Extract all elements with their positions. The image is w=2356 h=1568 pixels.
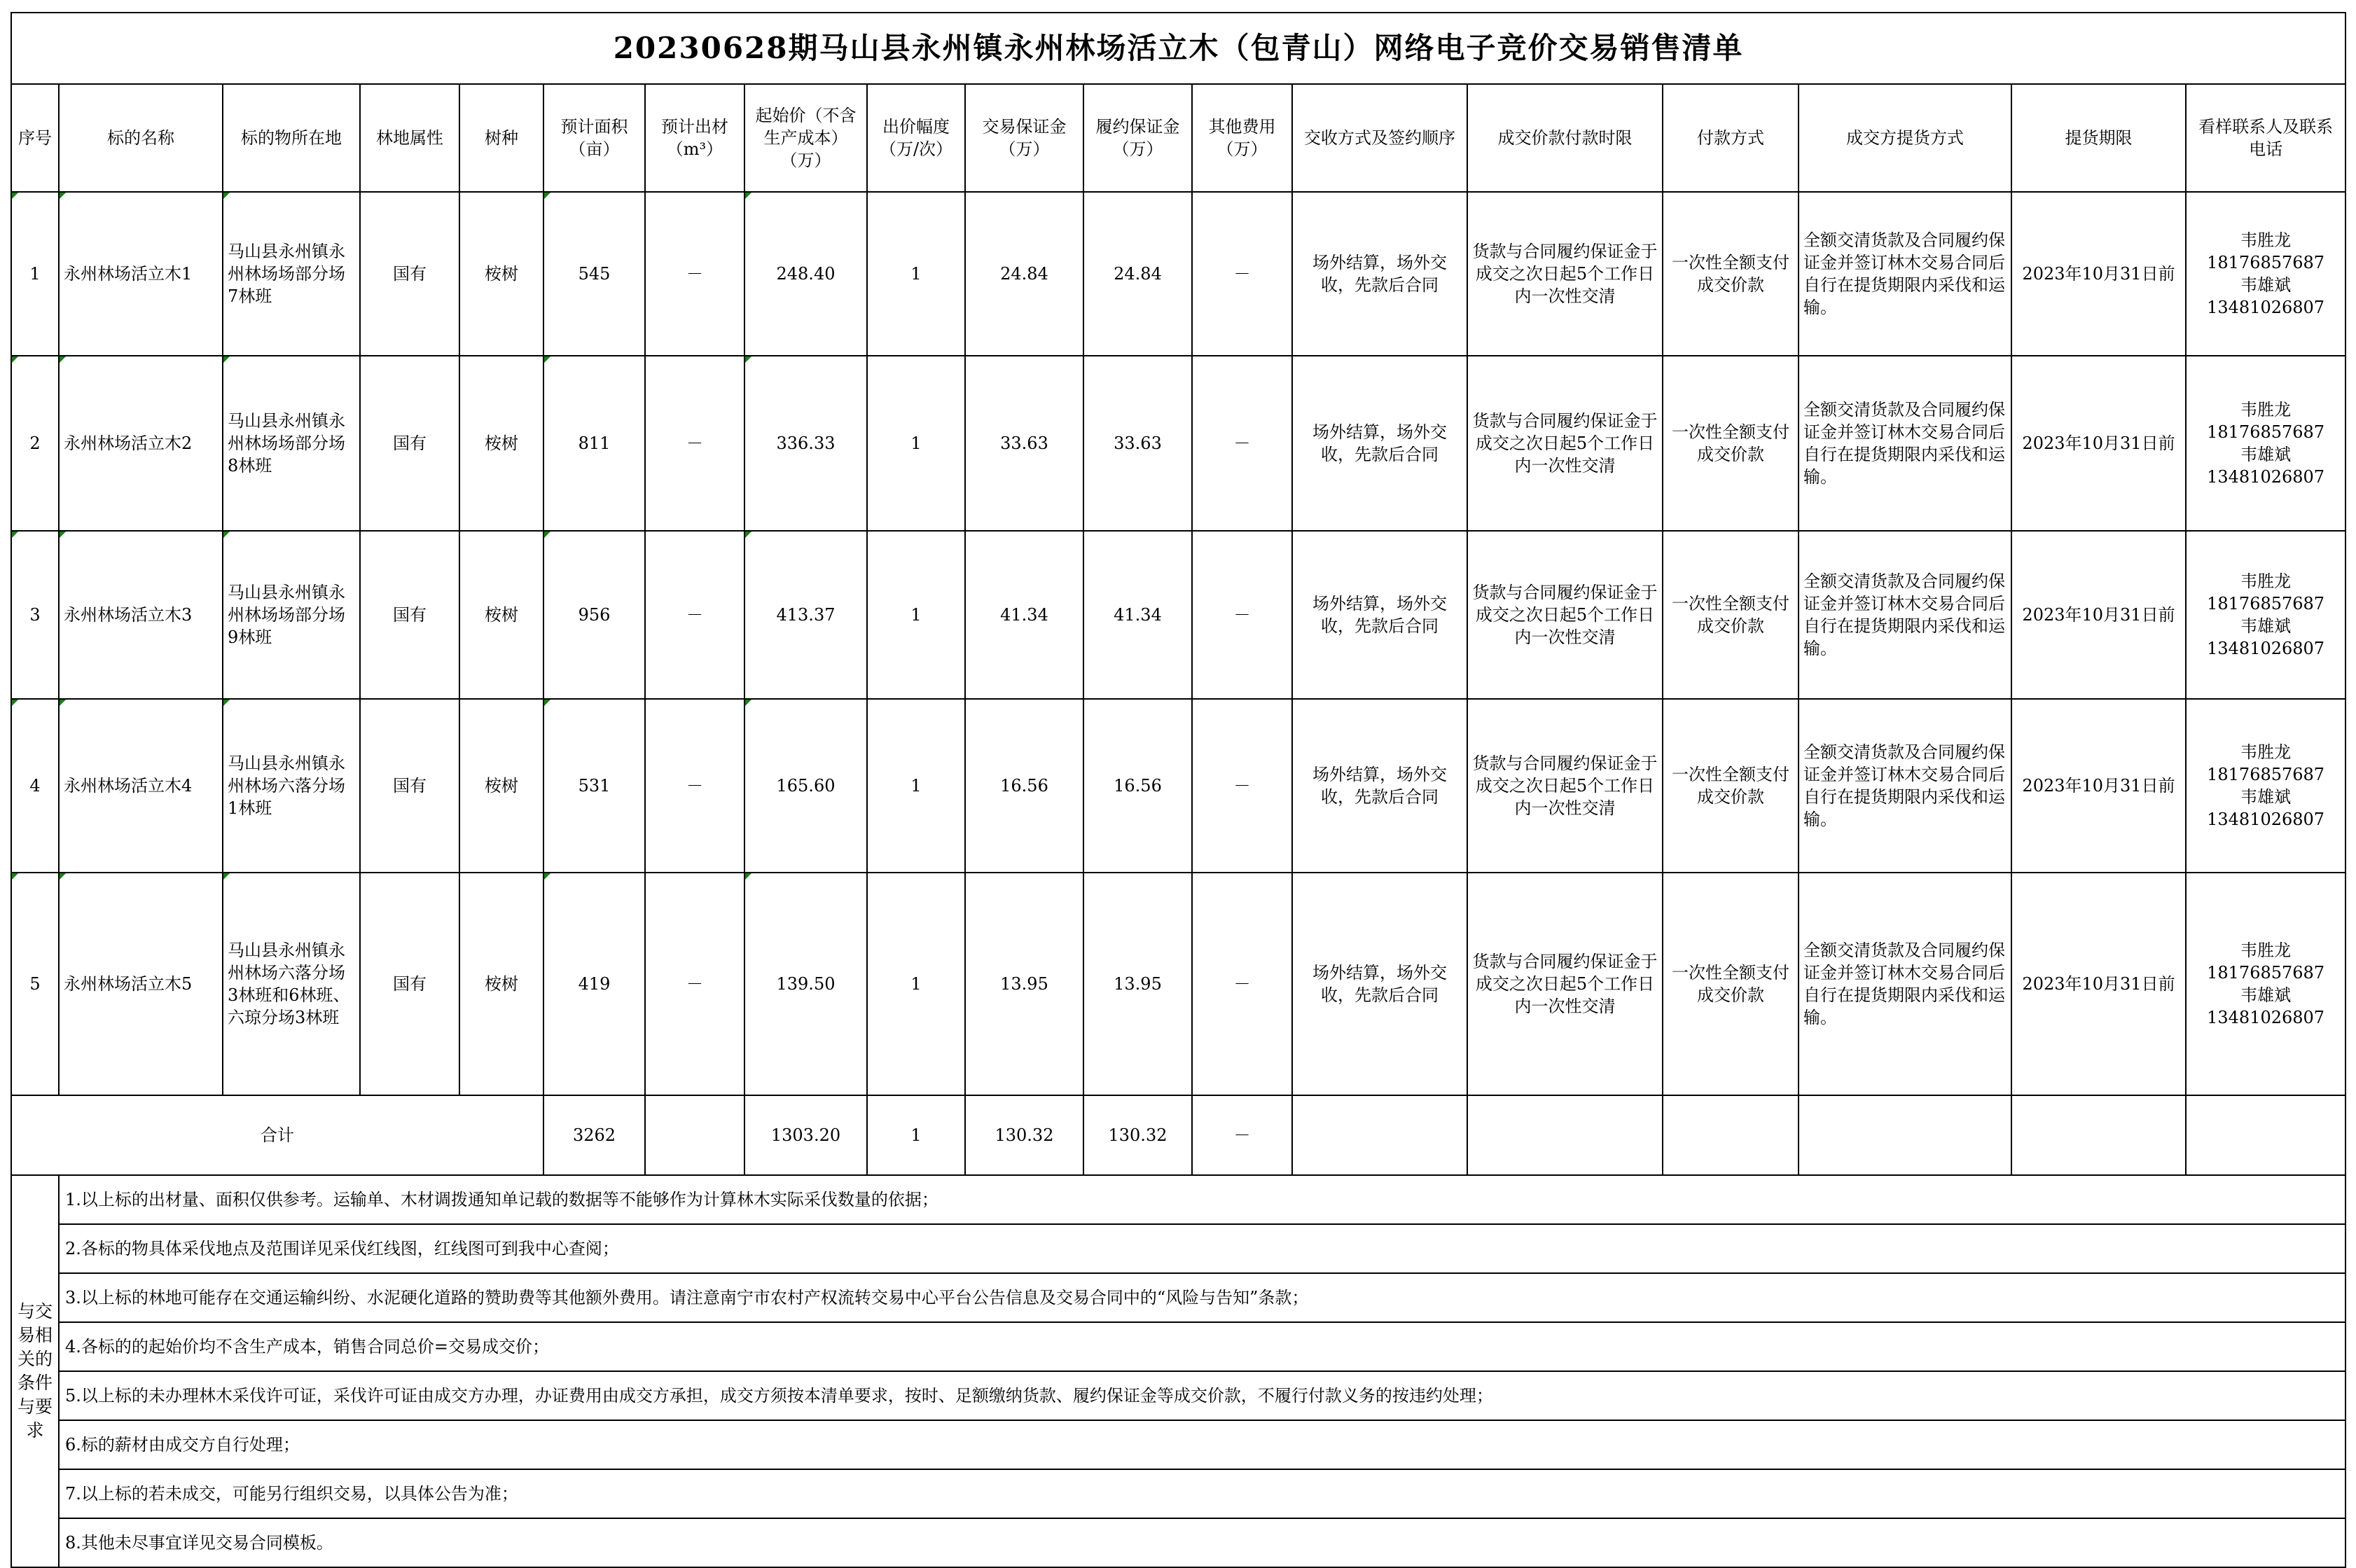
- cell-marker-icon: [223, 532, 230, 538]
- condition-row: [11, 1518, 2345, 1567]
- cell-pay-deadline: 货款与合同履约保证金于成交之次日起5个工作日内一次性交清: [1467, 356, 1663, 531]
- total-label: 合计: [11, 1095, 543, 1175]
- cell-delivery: 场外结算，场外交收，先款后合同: [1292, 531, 1467, 699]
- total-area: 3262: [543, 1095, 645, 1175]
- cell-land: 国有: [360, 699, 459, 873]
- cell-index: 1: [11, 192, 59, 356]
- cell-marker-icon: [745, 356, 751, 363]
- cell-volume: －: [645, 192, 744, 356]
- condition-item: 6.标的薪材由成交方自行处理；: [59, 1420, 2345, 1469]
- cell-volume: －: [645, 873, 744, 1095]
- contact-phone-1: 18176857687: [2207, 765, 2325, 784]
- cell-name: 永州林场活立木4: [59, 699, 223, 873]
- table-row: [11, 873, 2345, 1095]
- contact-phone-2: 13481026807: [2207, 639, 2325, 658]
- header-row: [11, 84, 2345, 192]
- cell-trade-deposit: 16.56: [965, 699, 1083, 873]
- condition-item: 3.以上标的林地可能存在交通运输纠纷、水泥硬化道路的赞助费等其他额外费用。请注意南宁市农村产权流转交易中心平台公告信息及交易合同中的“风险与告知”条款；: [59, 1273, 2345, 1322]
- table-row: [11, 531, 2345, 699]
- contact-phone-2: 13481026807: [2207, 467, 2325, 487]
- condition-item: 1.以上标的出材量、面积仅供参考。运输单、木材调拨通知单记载的数据等不能够作为计算林木实际采伐数量的依据；: [59, 1175, 2345, 1224]
- header-pay-deadline: 成交价款付款时限: [1467, 84, 1663, 192]
- total-empty: [2186, 1095, 2345, 1175]
- condition-row: [11, 1224, 2345, 1273]
- condition-row: [11, 1175, 2345, 1224]
- cell-marker-icon: [12, 700, 18, 706]
- conditions-label: 与交易相关的条件与要求: [11, 1175, 59, 1567]
- cell-location: 马山县永州镇永州林场场部分场8林班: [223, 356, 360, 531]
- total-row: [11, 1095, 2345, 1175]
- cell-increment: 1: [867, 699, 965, 873]
- cell-marker-icon: [12, 356, 18, 363]
- cell-increment: 1: [867, 192, 965, 356]
- header-area: 预计面积（亩）: [543, 84, 645, 192]
- cell-index: 3: [11, 531, 59, 699]
- cell-volume: －: [645, 356, 744, 531]
- cell-perf-deposit: 16.56: [1083, 699, 1192, 873]
- cell-name: 永州林场活立木1: [59, 192, 223, 356]
- cell-delivery: 场外结算，场外交收，先款后合同: [1292, 356, 1467, 531]
- condition-row: [11, 1273, 2345, 1322]
- cell-marker-icon: [745, 193, 751, 199]
- condition-row: [11, 1420, 2345, 1469]
- contact-name-1: 韦胜龙: [2240, 230, 2292, 250]
- cell-pickup: 全额交清货款及合同履约保证金并签订林木交易合同后自行在提货期限内采伐和运输。: [1799, 192, 2011, 356]
- cell-pickup-period: 2023年10月31日前: [2011, 699, 2186, 873]
- cell-increment: 1: [867, 873, 965, 1095]
- contact-name-1: 韦胜龙: [2240, 941, 2292, 960]
- cell-other-fee: －: [1192, 699, 1292, 873]
- cell-perf-deposit: 24.84: [1083, 192, 1192, 356]
- cell-trade-deposit: 24.84: [965, 192, 1083, 356]
- cell-other-fee: －: [1192, 531, 1292, 699]
- cell-marker-icon: [223, 356, 230, 363]
- cell-area: 419: [543, 873, 645, 1095]
- cell-marker-icon: [12, 532, 18, 538]
- cell-area: 545: [543, 192, 645, 356]
- cell-start-price: 336.33: [744, 356, 867, 531]
- header-contact: 看样联系人及联系电话: [2186, 84, 2345, 192]
- cell-other-fee: －: [1192, 873, 1292, 1095]
- condition-item: 8.其他未尽事宜详见交易合同模板。: [59, 1518, 2345, 1567]
- total-other-fee: －: [1192, 1095, 1292, 1175]
- cell-land: 国有: [360, 873, 459, 1095]
- total-empty: [1292, 1095, 1467, 1175]
- cell-pay-method: 一次性全额支付成交价款: [1663, 873, 1799, 1095]
- contact-name-2: 韦雄斌: [2240, 985, 2292, 1005]
- contact-name-1: 韦胜龙: [2240, 571, 2292, 591]
- total-increment: 1: [867, 1095, 965, 1175]
- cell-pay-deadline: 货款与合同履约保证金于成交之次日起5个工作日内一次性交清: [1467, 873, 1663, 1095]
- header-index: 序号: [11, 84, 59, 192]
- cell-pay-method: 一次性全额支付成交价款: [1663, 192, 1799, 356]
- total-volume: [645, 1095, 744, 1175]
- condition-row: [11, 1469, 2345, 1518]
- cell-index: 4: [11, 699, 59, 873]
- cell-area: 956: [543, 531, 645, 699]
- cell-trade-deposit: 13.95: [965, 873, 1083, 1095]
- cell-perf-deposit: 33.63: [1083, 356, 1192, 531]
- total-empty: [1799, 1095, 2011, 1175]
- cell-marker-icon: [60, 700, 66, 706]
- cell-location: 马山县永州镇永州林场六落分场3林班和6林班、六琼分场3林班: [223, 873, 360, 1095]
- cell-species: 桉树: [459, 699, 543, 873]
- header-pickup: 成交方提货方式: [1799, 84, 2011, 192]
- cell-other-fee: －: [1192, 192, 1292, 356]
- header-trade-deposit: 交易保证金（万）: [965, 84, 1083, 192]
- cell-pay-deadline: 货款与合同履约保证金于成交之次日起5个工作日内一次性交清: [1467, 531, 1663, 699]
- cell-species: 桉树: [459, 531, 543, 699]
- total-empty: [1467, 1095, 1663, 1175]
- contact-name-2: 韦雄斌: [2240, 616, 2292, 636]
- contact-name-2: 韦雄斌: [2240, 275, 2292, 295]
- cell-marker-icon: [12, 193, 18, 199]
- cell-start-price: 165.60: [744, 699, 867, 873]
- cell-species: 桉树: [459, 356, 543, 531]
- cell-pickup-period: 2023年10月31日前: [2011, 356, 2186, 531]
- contact-phone-2: 13481026807: [2207, 1008, 2325, 1027]
- cell-pickup-period: 2023年10月31日前: [2011, 192, 2186, 356]
- header-pay-method: 付款方式: [1663, 84, 1799, 192]
- header-start-price: 起始价（不含生产成本）（万）: [744, 84, 867, 192]
- cell-marker-icon: [60, 873, 66, 880]
- header-pickup-period: 提货期限: [2011, 84, 2186, 192]
- cell-marker-icon: [60, 356, 66, 363]
- sheet-title: 20230628期马山县永州镇永州林场活立木（包青山）网络电子竞价交易销售清单: [11, 13, 2345, 84]
- cell-name: 永州林场活立木3: [59, 531, 223, 699]
- cell-marker-icon: [544, 532, 550, 538]
- table-row: [11, 192, 2345, 356]
- cell-area: 531: [543, 699, 645, 873]
- header-name: 标的名称: [59, 84, 223, 192]
- cell-contact: [2186, 356, 2345, 531]
- cell-location: 马山县永州镇永州林场场部分场7林班: [223, 192, 360, 356]
- cell-start-price: 139.50: [744, 873, 867, 1095]
- cell-pickup: 全额交清货款及合同履约保证金并签订林木交易合同后自行在提货期限内采伐和运输。: [1799, 873, 2011, 1095]
- cell-pay-method: 一次性全额支付成交价款: [1663, 356, 1799, 531]
- condition-item: 2.各标的物具体采伐地点及范围详见采伐红线图，红线图可到我中心查阅；: [59, 1224, 2345, 1273]
- cell-pickup: 全额交清货款及合同履约保证金并签订林木交易合同后自行在提货期限内采伐和运输。: [1799, 531, 2011, 699]
- cell-contact: [2186, 531, 2345, 699]
- cell-pay-deadline: 货款与合同履约保证金于成交之次日起5个工作日内一次性交清: [1467, 192, 1663, 356]
- cell-contact: [2186, 873, 2345, 1095]
- cell-index: 5: [11, 873, 59, 1095]
- cell-pickup-period: 2023年10月31日前: [2011, 531, 2186, 699]
- cell-delivery: 场外结算，场外交收，先款后合同: [1292, 699, 1467, 873]
- header-species: 树种: [459, 84, 543, 192]
- cell-land: 国有: [360, 531, 459, 699]
- cell-volume: －: [645, 531, 744, 699]
- cell-marker-icon: [745, 873, 751, 880]
- contact-phone-1: 18176857687: [2207, 594, 2325, 613]
- total-trade-deposit: 130.32: [965, 1095, 1083, 1175]
- condition-row: [11, 1371, 2345, 1420]
- listing-sheet: [11, 12, 2345, 1568]
- contact-name-2: 韦雄斌: [2240, 787, 2292, 807]
- condition-item: 4.各标的的起始价均不含生产成本，销售合同总价=交易成交价；: [59, 1322, 2345, 1371]
- cell-name: 永州林场活立木2: [59, 356, 223, 531]
- cell-contact: [2186, 699, 2345, 873]
- cell-species: 桉树: [459, 873, 543, 1095]
- cell-marker-icon: [60, 532, 66, 538]
- header-perf-deposit: 履约保证金（万）: [1083, 84, 1192, 192]
- cell-land: 国有: [360, 192, 459, 356]
- cell-start-price: 248.40: [744, 192, 867, 356]
- header-increment: 出价幅度（万/次）: [867, 84, 965, 192]
- total-empty: [2011, 1095, 2186, 1175]
- listing-table: [11, 12, 2346, 1568]
- cell-marker-icon: [544, 193, 550, 199]
- cell-start-price: 413.37: [744, 531, 867, 699]
- cell-contact: [2186, 192, 2345, 356]
- cell-volume: －: [645, 699, 744, 873]
- total-perf-deposit: 130.32: [1083, 1095, 1192, 1175]
- contact-phone-2: 13481026807: [2207, 810, 2325, 829]
- cell-location: 马山县永州镇永州林场六落分场1林班: [223, 699, 360, 873]
- cell-marker-icon: [544, 873, 550, 880]
- cell-increment: 1: [867, 356, 965, 531]
- contact-phone-1: 18176857687: [2207, 963, 2325, 983]
- cell-pay-deadline: 货款与合同履约保证金于成交之次日起5个工作日内一次性交清: [1467, 699, 1663, 873]
- cell-pickup-period: 2023年10月31日前: [2011, 873, 2186, 1095]
- header-location: 标的物所在地: [223, 84, 360, 192]
- condition-item: 5.以上标的未办理林木采伐许可证，采伐许可证由成交方办理，办证费用由成交方承担，成交方须按本清单要求，按时、足额缴纳货款、履约保证金等成交价款，不履行付款义务的按违约处理；: [59, 1371, 2345, 1420]
- cell-marker-icon: [60, 193, 66, 199]
- cell-pay-method: 一次性全额支付成交价款: [1663, 699, 1799, 873]
- cell-pickup: 全额交清货款及合同履约保证金并签订林木交易合同后自行在提货期限内采伐和运输。: [1799, 356, 2011, 531]
- cell-trade-deposit: 41.34: [965, 531, 1083, 699]
- header-land: 林地属性: [360, 84, 459, 192]
- header-other-fee: 其他费用（万）: [1192, 84, 1292, 192]
- cell-other-fee: －: [1192, 356, 1292, 531]
- table-row: [11, 356, 2345, 531]
- cell-marker-icon: [223, 700, 230, 706]
- cell-pay-method: 一次性全额支付成交价款: [1663, 531, 1799, 699]
- cell-marker-icon: [544, 700, 550, 706]
- header-delivery: 交收方式及签约顺序: [1292, 84, 1467, 192]
- cell-perf-deposit: 13.95: [1083, 873, 1192, 1095]
- cell-marker-icon: [544, 356, 550, 363]
- cell-marker-icon: [12, 873, 18, 880]
- cell-marker-icon: [745, 532, 751, 538]
- cell-marker-icon: [223, 193, 230, 199]
- contact-phone-2: 13481026807: [2207, 298, 2325, 317]
- contact-phone-1: 18176857687: [2207, 253, 2325, 272]
- cell-land: 国有: [360, 356, 459, 531]
- cell-name: 永州林场活立木5: [59, 873, 223, 1095]
- cell-marker-icon: [745, 700, 751, 706]
- table-row: [11, 699, 2345, 873]
- contact-name-2: 韦雄斌: [2240, 445, 2292, 464]
- cell-area: 811: [543, 356, 645, 531]
- condition-item: 7.以上标的若未成交，可能另行组织交易，以具体公告为准；: [59, 1469, 2345, 1518]
- cell-increment: 1: [867, 531, 965, 699]
- contact-phone-1: 18176857687: [2207, 422, 2325, 442]
- header-volume: 预计出材（m³）: [645, 84, 744, 192]
- cell-pickup: 全额交清货款及合同履约保证金并签订林木交易合同后自行在提货期限内采伐和运输。: [1799, 699, 2011, 873]
- cell-index: 2: [11, 356, 59, 531]
- cell-delivery: 场外结算，场外交收，先款后合同: [1292, 192, 1467, 356]
- total-empty: [1663, 1095, 1799, 1175]
- total-start-price: 1303.20: [744, 1095, 867, 1175]
- contact-name-1: 韦胜龙: [2240, 400, 2292, 419]
- cell-trade-deposit: 33.63: [965, 356, 1083, 531]
- contact-name-1: 韦胜龙: [2240, 742, 2292, 762]
- condition-row: [11, 1322, 2345, 1371]
- cell-marker-icon: [223, 873, 230, 880]
- cell-species: 桉树: [459, 192, 543, 356]
- cell-location: 马山县永州镇永州林场场部分场9林班: [223, 531, 360, 699]
- cell-perf-deposit: 41.34: [1083, 531, 1192, 699]
- cell-delivery: 场外结算，场外交收，先款后合同: [1292, 873, 1467, 1095]
